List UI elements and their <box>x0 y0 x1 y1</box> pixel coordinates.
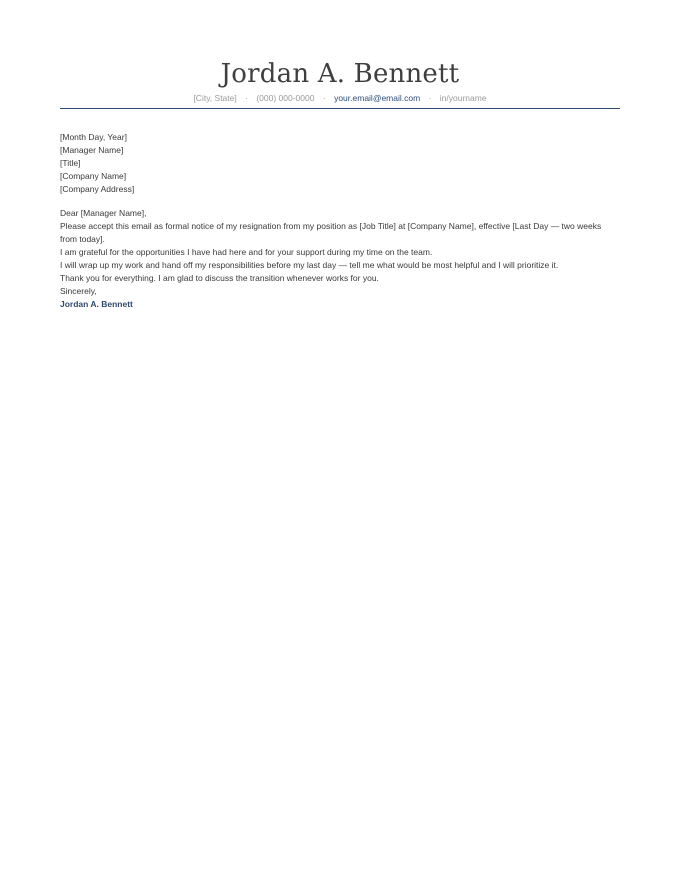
header-divider <box>60 108 620 109</box>
recipient-company: [Company Name] <box>60 171 127 181</box>
letter-paragraph: Please accept this email as formal notice of my resignation from my position as [Job Title] at [Company Name], effective [Last Day — two weeks from today]. <box>60 221 602 244</box>
letter-paragraph: I will wrap up my work and hand off my responsibilities before my last day — tell me what would be most helpful and I will prioritize it. <box>60 260 559 270</box>
contact-phone: (000) 000-0000 <box>256 93 315 103</box>
recipient-address: [Company Address] <box>60 184 135 194</box>
letter-paragraph: Thank you for everything. I am glad to discuss the transition whenever works for you. <box>60 273 379 283</box>
contact-separator: · <box>245 93 248 103</box>
letter-greeting: Dear [Manager Name], <box>60 208 147 218</box>
contact-separator: · <box>428 93 432 103</box>
recipient-block <box>60 144 616 196</box>
author-name: Jordan A. Bennett <box>220 59 460 89</box>
contact-linkedin: in/yourname <box>439 93 487 103</box>
contact-line <box>60 92 620 104</box>
letter-paragraph: I am grateful for the opportunities I have had here and for your support during my time on the team. <box>60 247 433 257</box>
recipient-title: [Title] <box>60 158 81 168</box>
letter-signature: Jordan A. Bennett <box>60 299 133 309</box>
contact-email-link[interactable]: your.email@email.com <box>334 93 421 103</box>
recipient-name: [Manager Name] <box>60 145 124 155</box>
contact-separator: · <box>322 93 326 103</box>
letter-date: [Month Day, Year] <box>60 132 127 142</box>
letter-header <box>60 58 620 104</box>
contact-location: [City, State] <box>193 93 237 103</box>
letter-closing: Sincerely, <box>60 286 97 296</box>
letter-body <box>60 131 616 311</box>
